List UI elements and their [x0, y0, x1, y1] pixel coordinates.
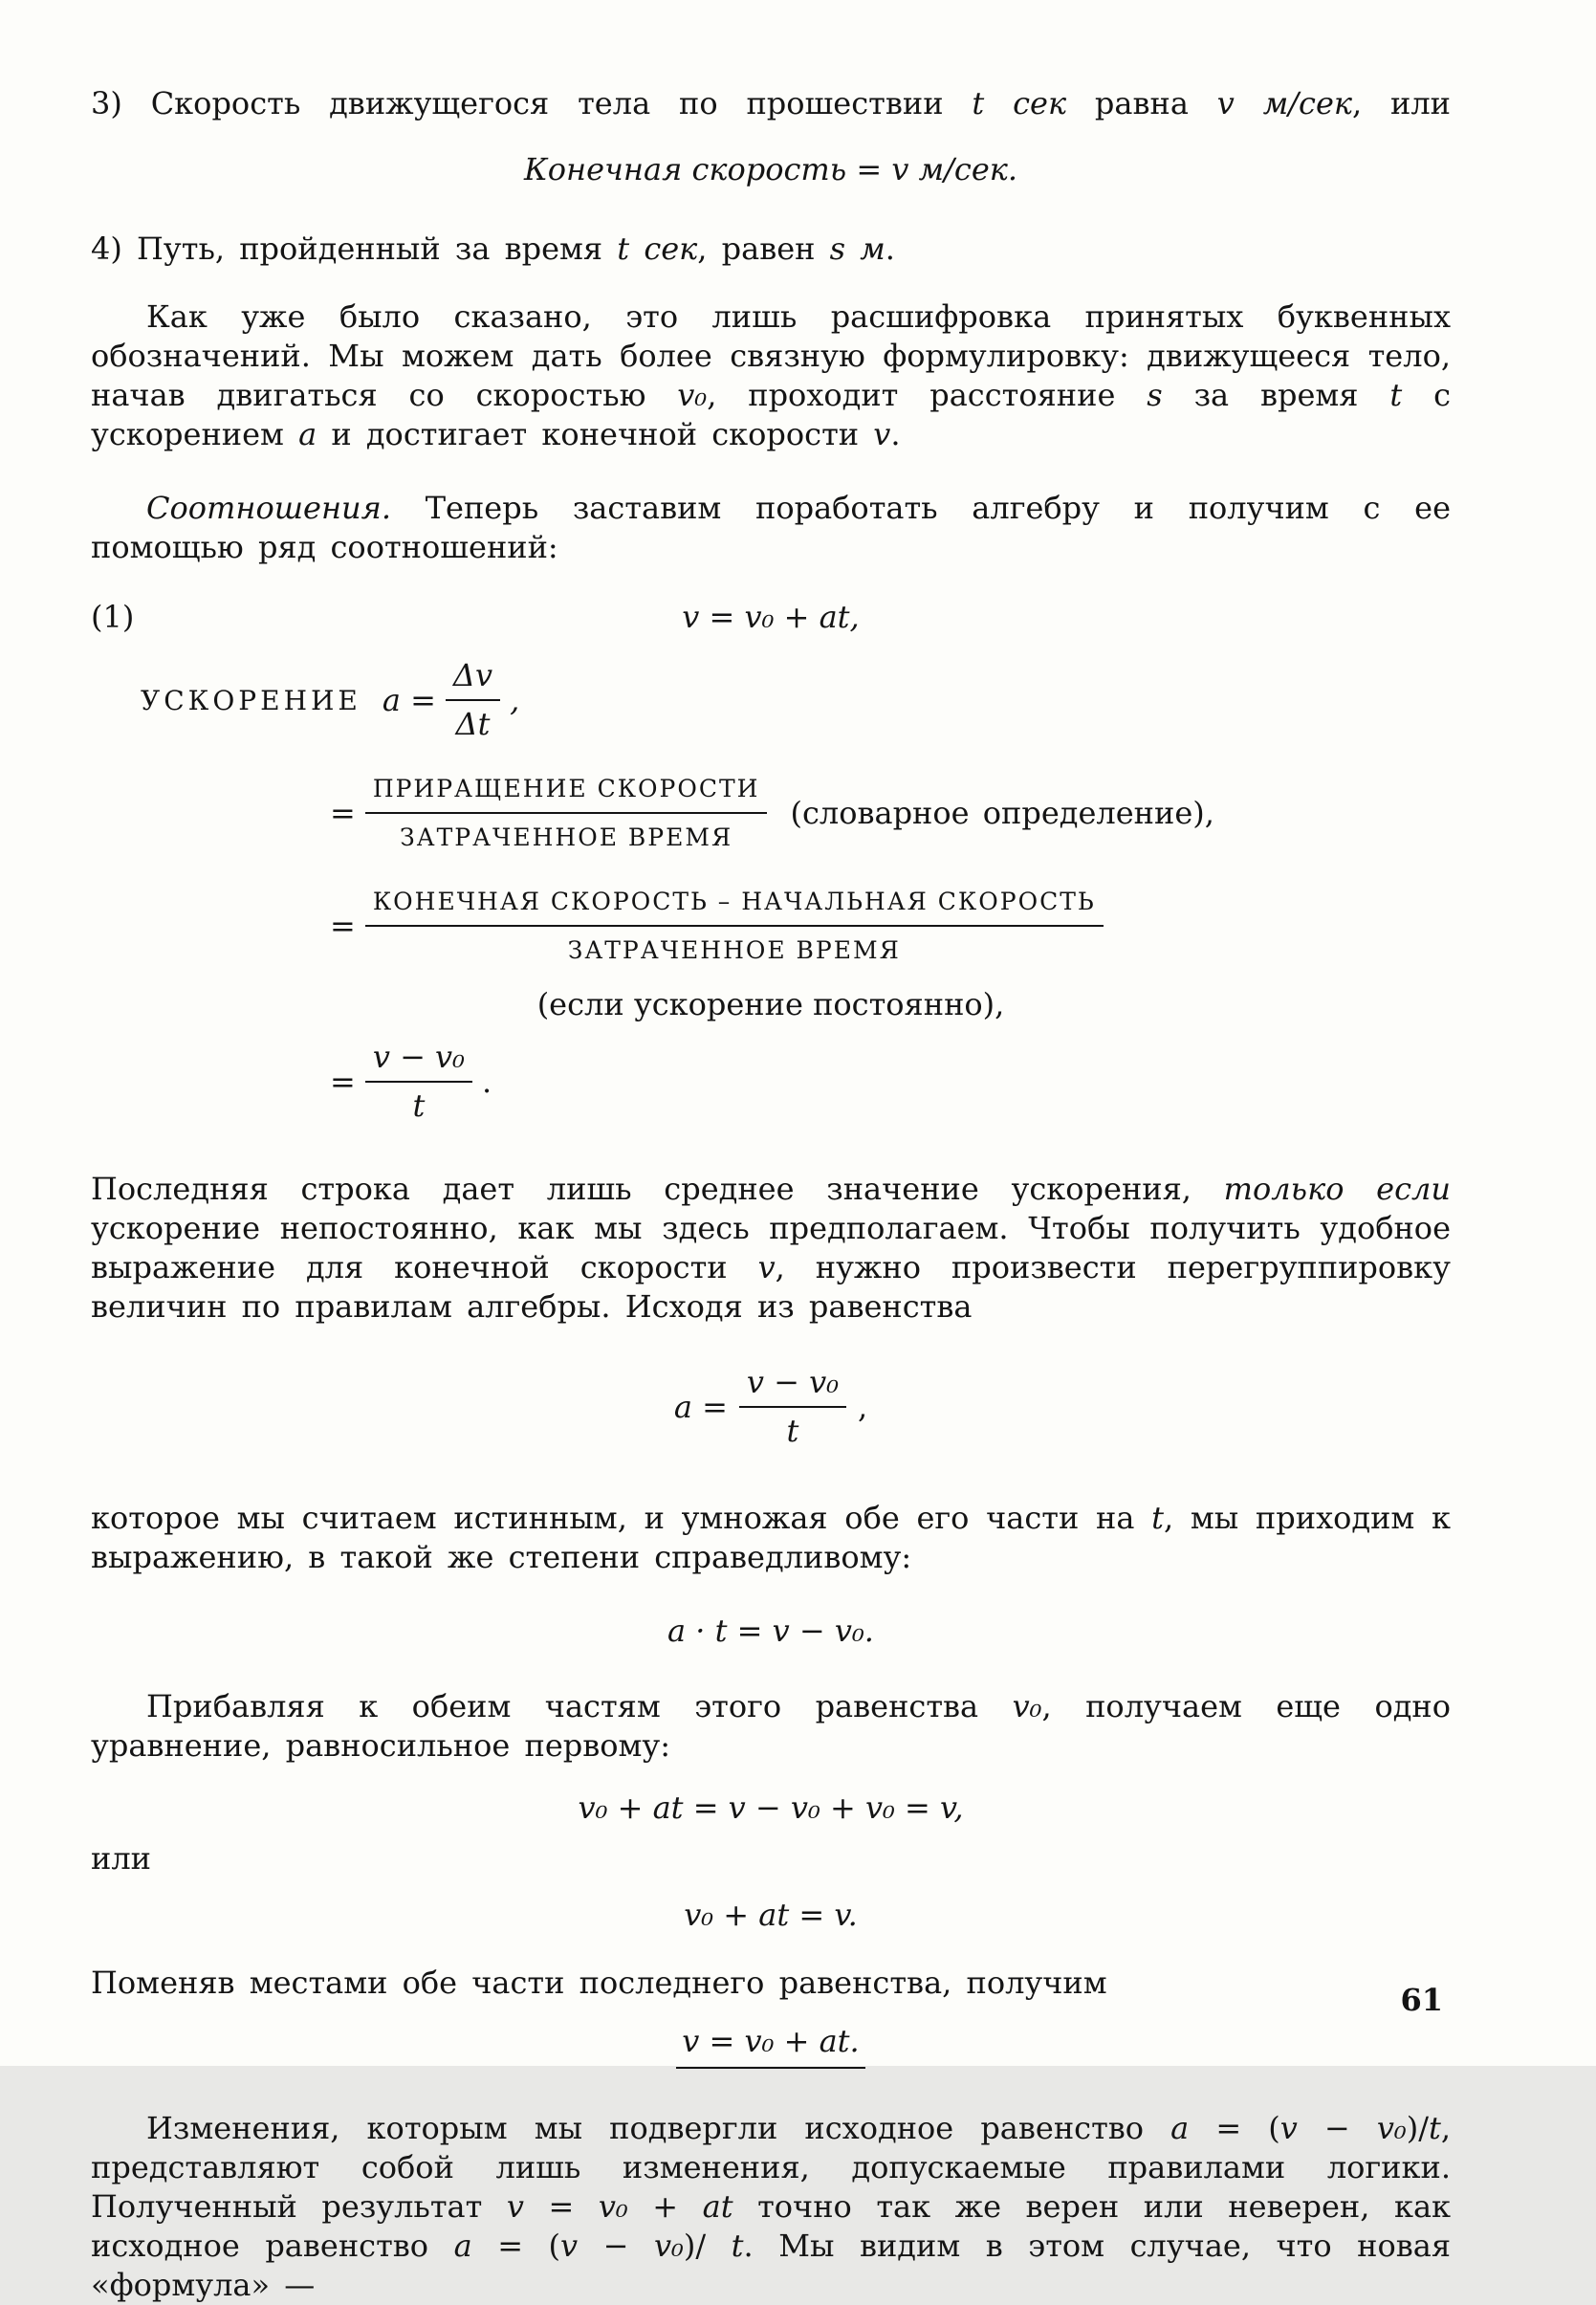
equation-v-minus-v0-over-t [330, 1038, 1451, 1126]
equation-a-standalone [91, 1363, 1451, 1451]
fraction-numerator: КОНЕЧНАЯ СКОРОСТЬ – НАЧАЛЬНАЯ СКОРОСТЬ [365, 882, 1104, 927]
equals-sign: = [330, 794, 356, 831]
page-number: 61 [1400, 1982, 1443, 2018]
a-lhs: a = [673, 1388, 728, 1425]
equation-at: a · t = v − v₀. [667, 1613, 874, 1649]
equation-1-body: v = v₀ + at, [682, 599, 860, 635]
comma: , [858, 1388, 868, 1425]
equation-acceleration-definition [141, 656, 1451, 744]
fraction-denominator: ЗАТРАЧЕННОЕ ВРЕМЯ [400, 823, 733, 851]
numbered-item-3: 3) Скорость движущегося тела по прошествии t сек равна v м/сек, или [91, 85, 1452, 121]
a-fraction [739, 1363, 846, 1451]
fraction-numerator: v − v₀ [365, 1038, 472, 1083]
dictionary-fraction [365, 769, 768, 857]
dictionary-note: (словарное определение), [790, 794, 1214, 831]
fraction-denominator: ЗАТРАЧЕННОЕ ВРЕМЯ [567, 936, 901, 964]
result-formula: v = v₀ + at. [676, 2022, 864, 2069]
fraction-numerator: ПРИРАЩЕНИЕ СКОРОСТИ [365, 769, 768, 814]
acceleration-suffix: , [510, 681, 520, 718]
speeds-fraction [365, 882, 1104, 970]
fraction-numerator: Δv [446, 656, 500, 701]
equation-final-minus-initial [330, 882, 1451, 970]
paragraph-swap: Поменяв местами обе части последнего равенства, получим [91, 1965, 1107, 2001]
equals-sign: = [330, 907, 356, 944]
equals-sign: = [330, 1063, 356, 1100]
acceleration-label: УСКОРЕНИЕ [141, 684, 361, 716]
or-word: или [91, 1840, 151, 1877]
delta-fraction [446, 656, 500, 744]
vv0t-fraction [365, 1038, 472, 1126]
equation-1 [91, 598, 1451, 637]
equation-v0-plus-at: v₀ + at = v. [684, 1897, 858, 1933]
note-constant-acceleration: (если ускорение постоянно), [536, 986, 1005, 1022]
fraction-denominator: t [412, 1087, 426, 1124]
fraction-numerator: v − v₀ [739, 1363, 846, 1408]
fraction-denominator: Δt [455, 706, 491, 742]
paragraph-relations: Соотношения. Теперь заставим поработать алгебру и получим с ее помощью ряд соотношений: [91, 490, 1451, 565]
paragraph-changes: Изменения, которым мы подвергли исходное равенство a = (v − v₀)/t, представляют собой лишь изменения, допускаемые правилами логики. Полученный результат v = v₀ + at точно так же верен или неверен, как исходное равенство a = (v − v₀)/ t. Мы видим в этом случае, что новая «формула» — [91, 2110, 1452, 2303]
paragraph-adding: Прибавляя к обеим частям этого равенства v₀, получаем еще одно уравнение, равносильное первому: [91, 1688, 1452, 1764]
acceleration-lhs: a = [382, 681, 436, 718]
paragraph-last-line: Последняя строка дает лишь среднее значение ускорения, только если ускорение непостоянно, как мы здесь предполагаем. Чтобы получить удобное выражение для конечной скорости v, нужно произвести перегруппировку величин по правилам алгебры. Исходя из равенства [91, 1171, 1452, 1325]
paragraph-intro: Как уже было сказано, это лишь расшифровка принятых буквенных обозначений. Мы можем дать более связную формулировку: движущееся тело, начав двигаться со скоростью v₀, проходит расстояние s за время t с ускорением a и достигает конечной скорости v. [91, 298, 1452, 452]
formula-final-speed: Конечная скорость = v м/сек. [523, 151, 1018, 187]
numbered-item-4: 4) Путь, пройденный за время t сек, равен s м. [91, 230, 895, 267]
equation-number: (1) [91, 599, 135, 635]
period: . [481, 1063, 492, 1100]
fraction-denominator: t [786, 1413, 799, 1449]
paragraph-true: которое мы считаем истинным, и умножая обе его части на t, мы приходим к выражению, в такой же степени справедливому: [91, 1500, 1452, 1575]
equation-result-underlined [91, 2022, 1451, 2069]
equation-chain: v₀ + at = v − v₀ + v₀ = v, [578, 1789, 964, 1826]
equation-dictionary-definition [330, 769, 1451, 857]
